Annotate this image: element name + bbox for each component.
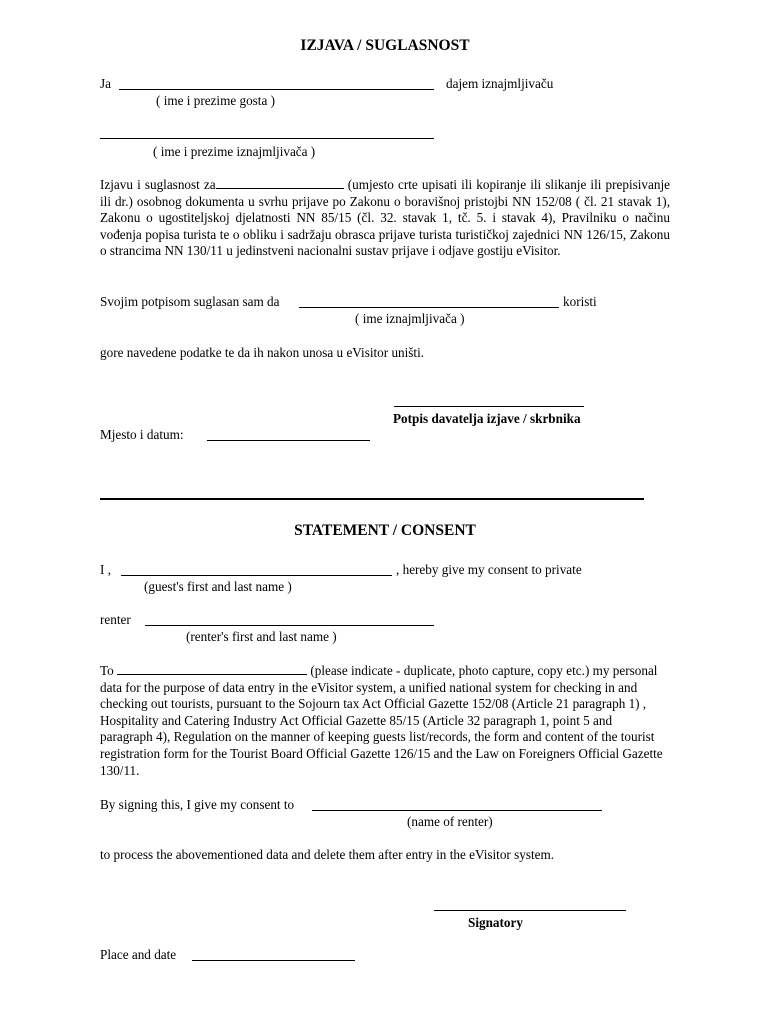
guest-name-hint-en: (guest's first and last name ): [144, 579, 292, 594]
renter-label: renter: [100, 612, 131, 627]
to-rest: (please indicate - duplicate, photo capture, copy etc.) my personal data for the purpose of data entry in the eVisitor system, a unified national system for checking in and checking out tourists, pursuant to the Sojourn tax Act Official Gazette 152/08 (Article 21 paragraph 1) , Hospitality and Catering Industry Act Official Gazette 85/15 (Article 32 paragraph 1, point 5 and paragraph 4), Regulation on the manner of keeping guests list/records, the form and content of the tourist registration form for the Tourist Board Official Gazette 126/15 and the Law on Foreigners Official Gazette 130/11.: [100, 663, 663, 778]
signatory-label: Signatory: [468, 915, 523, 930]
place-date-line-hr[interactable]: [207, 440, 370, 441]
by-signing-text: By signing this, I give my consent to: [100, 797, 295, 812]
ja-label: Ja: [100, 76, 111, 91]
consent-blank[interactable]: [312, 810, 602, 811]
renter-name-line-en[interactable]: [145, 625, 434, 626]
to-paragraph: [100, 663, 666, 779]
place-date-label-hr: Mjesto i datum:: [100, 427, 184, 442]
dajem-label: dajem iznajmljivaču: [446, 76, 554, 91]
guest-name-hint: ( ime i prezime gosta ): [156, 93, 276, 108]
izjava-start: Izjavu i suglasnost za: [100, 177, 216, 192]
guest-name-line-en[interactable]: [121, 575, 392, 576]
name-of-renter-hint: (name of renter): [407, 814, 493, 829]
hereby-text: , hereby give my consent to private: [396, 562, 582, 577]
renter-name-hint: ( ime i prezime iznajmljivača ): [153, 144, 316, 159]
signatory-line[interactable]: [434, 910, 626, 911]
english-title: STATEMENT / CONSENT: [294, 522, 476, 539]
gore-text: gore navedene podatke te da ih nakon unosa u eVisitor uništi.: [100, 345, 425, 360]
svojim-label: Svojim potpisom suglasan sam da: [100, 294, 280, 309]
signature-label: Potpis davatelja izjave / skrbnika: [393, 411, 581, 426]
to-label: To: [100, 663, 114, 678]
renter-name-hint-2: ( ime iznajmljivača ): [355, 311, 465, 326]
signature-line[interactable]: [394, 406, 584, 407]
to-blank[interactable]: [117, 663, 307, 675]
izjava-blank[interactable]: [216, 177, 344, 189]
section-divider: [100, 498, 644, 500]
to-process-text: to process the abovementioned data and delete them after entry in the eVisitor system.: [100, 847, 555, 862]
renter-name-line[interactable]: [100, 138, 434, 139]
i-label: I ,: [100, 562, 111, 577]
koristi-label: koristi: [563, 294, 597, 309]
croatian-title: IZJAVA / SUGLASNOST: [300, 37, 470, 54]
place-date-line-en[interactable]: [192, 960, 355, 961]
guest-name-line[interactable]: [119, 89, 434, 90]
place-date-label-en: Place and date: [100, 947, 177, 962]
izjava-rest: (umjesto crte upisati ili kopiranje ili slikanje ili prepisivanje ili dr.) osobnog dokumenta u svrhu prijave po Zakonu o boravišnoj pristojbi NN 152/08 ( čl. 21 stavak 1), Zakonu o ugostiteljskoj djelatnosti NN 85/15 (čl. 32. stavak 1, tč. 5. i stavak 4), Pravilniku o načinu vođenja popisa turista te o obliku i sadržaju obrasca prijave turista turističkoj zajednici NN 126/15, Zakonu o strancima NN 130/11 u jedinstveni nacionalni sustav prijave i odjave gostiju eVisitor.: [100, 177, 670, 259]
renter-name-hint-en: (renter's first and last name ): [186, 629, 337, 644]
izjava-paragraph: [100, 177, 670, 260]
svojim-blank[interactable]: [299, 307, 559, 308]
